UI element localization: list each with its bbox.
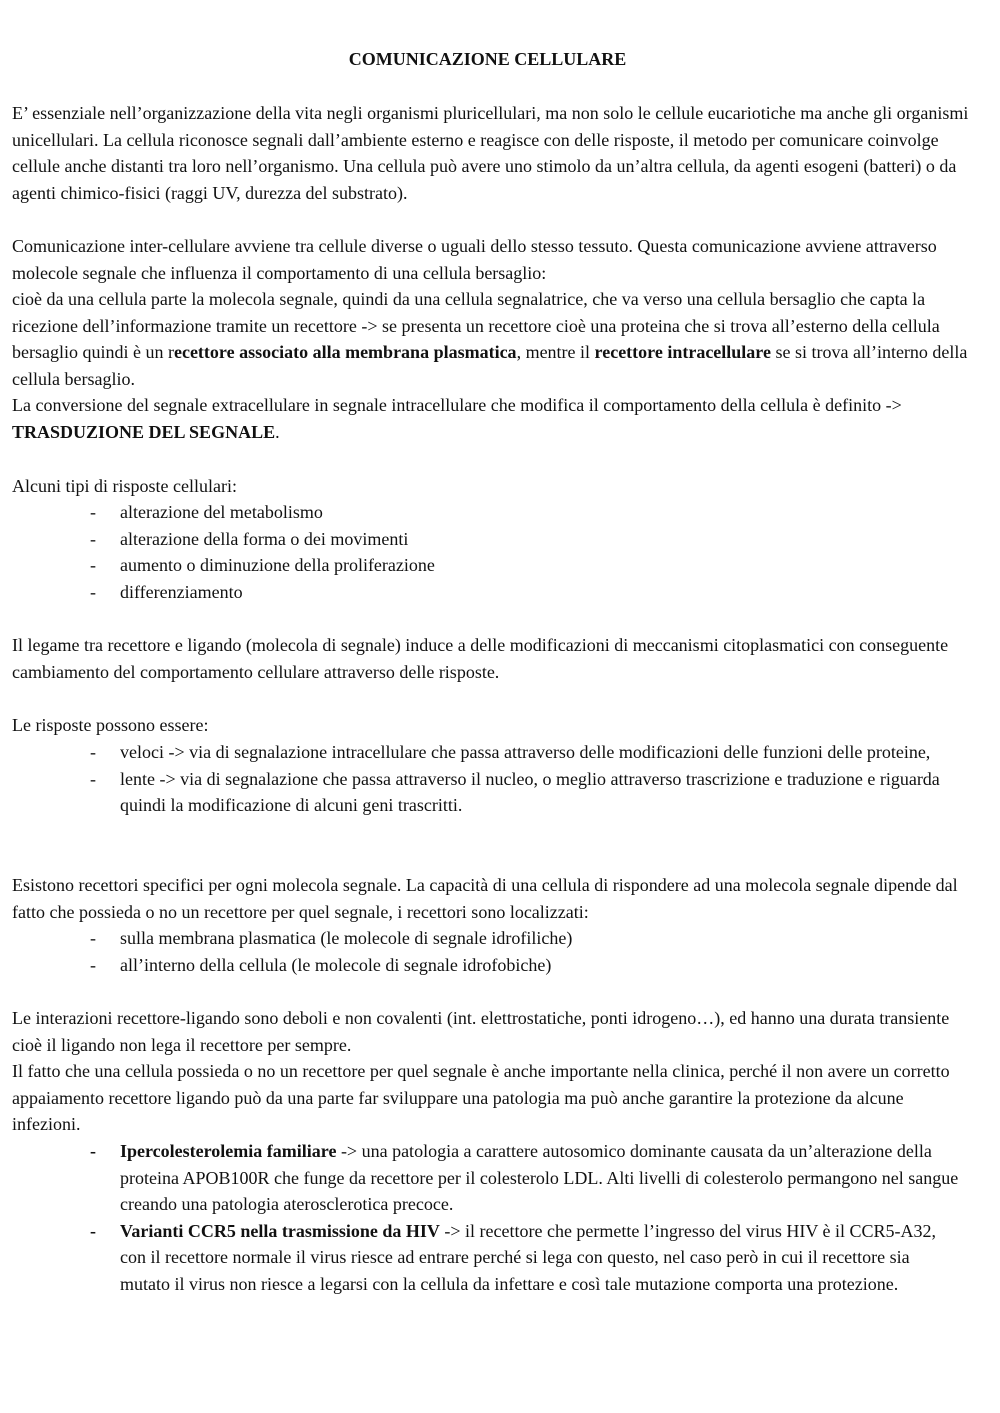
text-run: , mentre il bbox=[516, 342, 595, 362]
paragraph-text: Il fatto che una cellula possieda o no un recettore per quel segnale è anche importante nella clinica, perché il non avere un corretto appaiamento recettore ligando può da una parte far sviluppare una patologia ma può anche garantire la protezione da alcune infezioni. bbox=[12, 1061, 950, 1134]
list-item bbox=[0, 552, 960, 579]
list-item-text: veloci -> via di segnalazione intracellulare che passa attraverso delle modificazioni delle funzioni delle proteine, bbox=[120, 742, 931, 762]
paragraph-intercellular bbox=[12, 233, 972, 445]
speed-intro bbox=[12, 712, 972, 739]
paragraph-text: Alcuni tipi di risposte cellulari: bbox=[12, 476, 237, 496]
clinical-list bbox=[0, 1138, 980, 1297]
bold-term: recettore intracellulare bbox=[594, 342, 771, 362]
list-item-text: alterazione della forma o dei movimenti bbox=[120, 528, 409, 549]
bold-term: Varianti CCR5 nella trasmissione da HIV bbox=[120, 1220, 440, 1241]
paragraph-interactions bbox=[12, 1005, 972, 1138]
list-dash: - bbox=[90, 581, 96, 602]
paragraph-text: Il legame tra recettore e ligando (molecola di segnale) induce a delle modificazioni di meccanismi citoplasmatici con conseguente cambiamento del comportamento cellulare attraverso delle risposte. bbox=[12, 635, 949, 682]
list-item bbox=[0, 499, 960, 526]
list-dash: - bbox=[90, 555, 96, 575]
list-item-text: lente -> via di segnalazione che passa attraverso il nucleo, o meglio attraverso trascrizione e traduzione e riguarda quindi la modificazione di alcuni geni trascritti. bbox=[120, 768, 940, 815]
paragraph-intro bbox=[12, 100, 972, 206]
locations-list bbox=[0, 925, 980, 978]
paragraph-receptors bbox=[12, 872, 972, 925]
page-title: COMUNICAZIONE CELLULARE bbox=[348, 49, 627, 69]
list-item-text: all’interno della cellula (le molecole di segnale idrofobiche) bbox=[120, 954, 552, 975]
bold-term: ecettore associato alla membrana plasmatica bbox=[173, 342, 517, 362]
paragraph-text: Le risposte possono essere: bbox=[12, 715, 209, 735]
list-item bbox=[0, 766, 960, 819]
list-item-text: differenziamento bbox=[120, 581, 243, 602]
paragraph-text: Esistono recettori specifici per ogni molecola segnale. La capacità di una cellula di rispondere ad una molecola segnale dipende dal fatto che possieda o no un recettore per quel segnale, i recettori sono localizzati: bbox=[12, 875, 958, 922]
paragraph-ligand bbox=[12, 632, 972, 685]
list-item bbox=[0, 952, 960, 979]
list-item bbox=[0, 925, 960, 952]
paragraph-text: E’ essenziale nell’organizzazione della vita negli organismi pluricellulari, ma non solo le cellule eucariotiche ma anche gli organismi unicellulari. La cellula riconosce segnali dall’ambiente esterno e reagisce con delle risposte, il metodo per comunicare coinvolge cellule anche distanti tra loro nell’organismo. Una cellula può avere uno stimolo da un’altra cellula, da agenti esogeni (batteri) o da agenti chimico-fisici (raggi UV, durezza del substrato). bbox=[12, 103, 969, 203]
list-dash: - bbox=[90, 742, 96, 762]
list-item-text: -> il recettore che permette l’ingresso del virus HIV è il CCR5-A32, con il recettore normale il virus riesce ad entrare perché si lega con questo, nel caso però in cui il recettore sia mutato il virus non riesce a legarsi con la cellula da infettare e così tale mutazione comporta una protezione. bbox=[120, 1220, 937, 1294]
bold-term: Ipercolesterolemia familiare bbox=[120, 1141, 337, 1161]
paragraph-text bbox=[12, 392, 972, 445]
text-run: La conversione del segnale extracellulare in segnale intracellulare che modifica il comportamento della cellula è definito -> bbox=[12, 395, 902, 415]
list-item bbox=[0, 579, 960, 606]
list-item bbox=[0, 739, 960, 766]
list-dash: - bbox=[90, 954, 96, 975]
list-dash: - bbox=[90, 1220, 96, 1241]
list-dash: - bbox=[90, 928, 96, 948]
speed-list bbox=[0, 739, 980, 819]
paragraph-text: Comunicazione inter-cellulare avviene tra cellule diverse o uguali dello stesso tessuto. Questa comunicazione avviene attraverso molecole segnale che influenza il comportamento di una cellula bersaglio: bbox=[12, 236, 937, 283]
responses-list bbox=[0, 499, 980, 605]
responses-intro bbox=[12, 473, 972, 500]
list-item-text: sulla membrana plasmatica (le molecole di segnale idrofiliche) bbox=[120, 928, 573, 948]
list-item-text: -> una patologia a carattere autosomico dominante causata da un’alterazione della proteina APOB100R che funge da recettore per il colesterolo LDL. Alti livelli di colesterolo permangono nel sangue creando una patologia aterosclerotica precoce. bbox=[120, 1141, 959, 1214]
list-item bbox=[0, 526, 960, 553]
list-item-text: alterazione del metabolismo bbox=[120, 502, 323, 522]
bold-term: TRASDUZIONE DEL SEGNALE bbox=[12, 421, 276, 442]
list-dash: - bbox=[90, 528, 96, 549]
list-dash: - bbox=[90, 1141, 96, 1161]
list-dash: - bbox=[90, 502, 96, 522]
list-item bbox=[0, 1138, 960, 1218]
paragraph-text: Le interazioni recettore-ligando sono deboli e non covalenti (int. elettrostatiche, ponti idrogeno…), ed hanno una durata transiente cioè il ligando non lega il recettore per sempre. bbox=[12, 1008, 950, 1055]
list-dash: - bbox=[90, 768, 96, 789]
list-item bbox=[0, 1218, 960, 1298]
text-run: cioè da una cellula parte la molecola segnale, quindi da una cellula segnalatrice, che va verso una cellula bersaglio che capta la ricezione dell’informazione tramite un recettore -> se presenta un recettore cioè una proteina che si trova all’esterno della cellula bersaglio quindi è un r bbox=[12, 289, 940, 362]
list-item-text: aumento o diminuzione della proliferazione bbox=[120, 555, 435, 575]
paragraph-text bbox=[12, 286, 972, 392]
text-run: . bbox=[275, 421, 280, 442]
text-run: se si trova all’interno della cellula bersaglio. bbox=[12, 342, 968, 389]
